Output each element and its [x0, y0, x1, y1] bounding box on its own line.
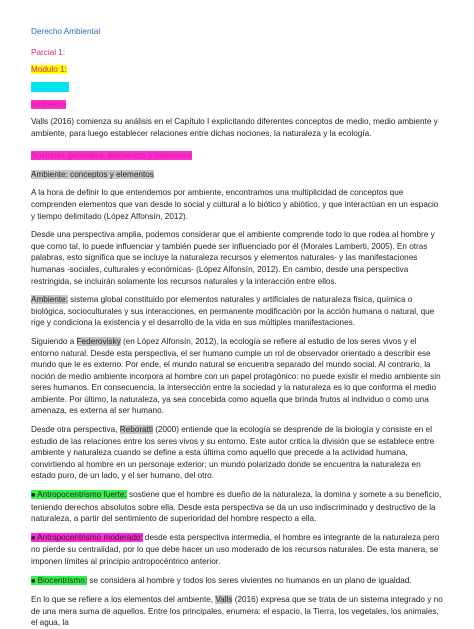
paragraph-federovisky — [31, 336, 443, 417]
reboratti-before: Desde otra perspectiva, — [31, 425, 120, 435]
biocentrismo-text: se considera al hombre y todos los seres vivientes no humanos en un plano de igualdad. — [87, 575, 412, 585]
elementos-after: (2016) expresa que se trata de un sistema integrado y no de una mera suma de aquellos. Entre los principales, enumera: el espacio, la Tierra, los vegetales, los animales, el agua, la — [31, 595, 443, 628]
term-antropo-fuerte — [31, 490, 127, 499]
paragraph-reboratti — [31, 424, 443, 482]
square-bullet-icon: ■ — [31, 577, 36, 585]
module-text: Modulo 1: — [31, 65, 67, 75]
course-title: Derecho Ambiental — [31, 27, 101, 36]
name-reboratti: Reboratti — [119, 425, 153, 435]
subtitle-nociones-text: Nociones generales, elementos y relaciones — [31, 151, 192, 161]
square-bullet-icon: ■ — [31, 492, 36, 500]
module-label — [31, 64, 443, 75]
paragraph-antropo-fuerte — [31, 489, 443, 525]
section-title — [31, 99, 443, 110]
antropo-fuerte-label: Antropocentrismo fuerte: — [37, 490, 127, 500]
federovisky-after: (en López Alfonsín, 2012), la ecología se refiere al estudio de los seres vivos y el entorno natural. Desde esta perspectiva, el ser humano cumple un rol de observador orientado a describir ese mundo que le es externo. Por ende, el mundo natural se encuentra separado del mundo social. Al contrario, la noción de medio ambiente incorpora al hombre con un papel protagónico: no puede existir el medio ambiente sin seres humanos. En consecuencia, la intersección entre la sociedad y la naturaleza es lo que conforma el medio ambiente. Por último, la naturaleza, ya sea concebida como aquella que brinda frutos al individuo o como una amenaza, es externa al ser humano. — [31, 336, 441, 416]
term-ambiente: Ambiente: — [31, 295, 68, 305]
paragraph-elementos — [31, 594, 443, 629]
ambiente-def-text: sistema global constituido por elementos naturales y artificiales de naturaleza física, química o biológica, socioculturales y sus interacciones, en permanente modificación por la acción humana o natural, que rige y condiciona la existencia y el desarrollo de la vida en sus múltiples manifestaciones. — [31, 295, 435, 328]
antropo-moderado-label: Antropocentrismo moderado: — [37, 532, 143, 542]
name-federovisky: Federovisky — [76, 336, 121, 346]
subtitle-nociones — [31, 150, 443, 162]
paragraph-biocentrismo — [31, 575, 443, 588]
federovisky-before: Siguiendo a — [31, 336, 77, 346]
section-text: Ambiente — [31, 99, 66, 109]
subtitle-ambiente-text: Ambiente: conceptos y elementos — [31, 169, 154, 179]
term-antropo-moderado — [31, 533, 143, 542]
reboratti-after: (2000) entiende que la ecología se desprende de la biología y consiste en el estudio de las relaciones entre los seres vivos y su entorno. Este autor critica la división que se establece entre ambiente y naturaleza cuando se define a esta última como aquello que precede a la actividad humana, convirtiendo al hombre en un personaje exterior; un mundo polarizado donde se encuentra la naturaleza en estado puro, de un lado, y el ser humano, del otro. — [31, 425, 435, 481]
cyan-marker — [31, 82, 443, 93]
term-biocentrismo — [31, 576, 87, 585]
elementos-before: En lo que se refiere a los elementos del ambiente, — [31, 595, 216, 605]
name-valls: Valls — [215, 595, 233, 605]
partial-label: Parcial 1: — [31, 48, 66, 58]
intro-paragraph: Valls (2016) comienza su análisis en el Capítulo I explicitando diferentes conceptos de medio, medio ambiente y ambiente, para luego establecer relaciones entre dichas nociones, la naturaleza y la ecología. — [31, 117, 438, 138]
highlight-block — [31, 82, 69, 92]
antropo-fuerte-text: sostiene que el hombre es dueño de la naturaleza, la domina y somete a su beneficio, teniendo derechos absolutos sobre ella. Desde esta perspectiva se da un uso indiscriminado y destructivo de la naturaleza, a partir del sentimiento de superioridad del hombre respecto a ella. — [31, 490, 442, 524]
antropo-moderado-text: desde esta perspectiva intermedia, el hombre es integrante de la naturaleza pero no pierde su centralidad, por lo que debe hacer un uso moderado de los recursos naturales. De esta manera, se imponen límites al principio antropocéntrico anterior. — [31, 532, 440, 567]
paragraph-ambiente-def — [31, 294, 443, 329]
square-bullet-icon: ■ — [31, 534, 36, 542]
biocentrismo-label: Biocentrismo: — [37, 575, 88, 585]
paragraph-definicion: A la hora de definir lo que entendemos por ambiente, encontramos una multiplicidad de conceptos que comprenden elementos que van desde lo social y cultural a lo biótico y abiótico, y que interactúan en un espacio y tiempo delimitado (López Alfonsín, 2012). — [31, 188, 439, 221]
paragraph-antropo-moderado — [31, 532, 443, 568]
subtitle-ambiente — [31, 169, 443, 181]
paragraph-perspectiva: Desde una perspectiva amplia, podemos considerar que el ambiente comprende todo lo que rodea al hombre y que como tal, lo puede influenciar y también puede ser influenciado por él (Morales Lamberti, 2005). En otras palabras, esto significa que se incluye la naturaleza recursos y elementos naturales- y las manifestaciones humanas -sociales, culturales y económicas- (López Alfonsín, 2012). En cambio, desde una perspectiva restringida, se incluirán solamente los recursos naturales y la interacción entre ellos. — [31, 230, 435, 286]
